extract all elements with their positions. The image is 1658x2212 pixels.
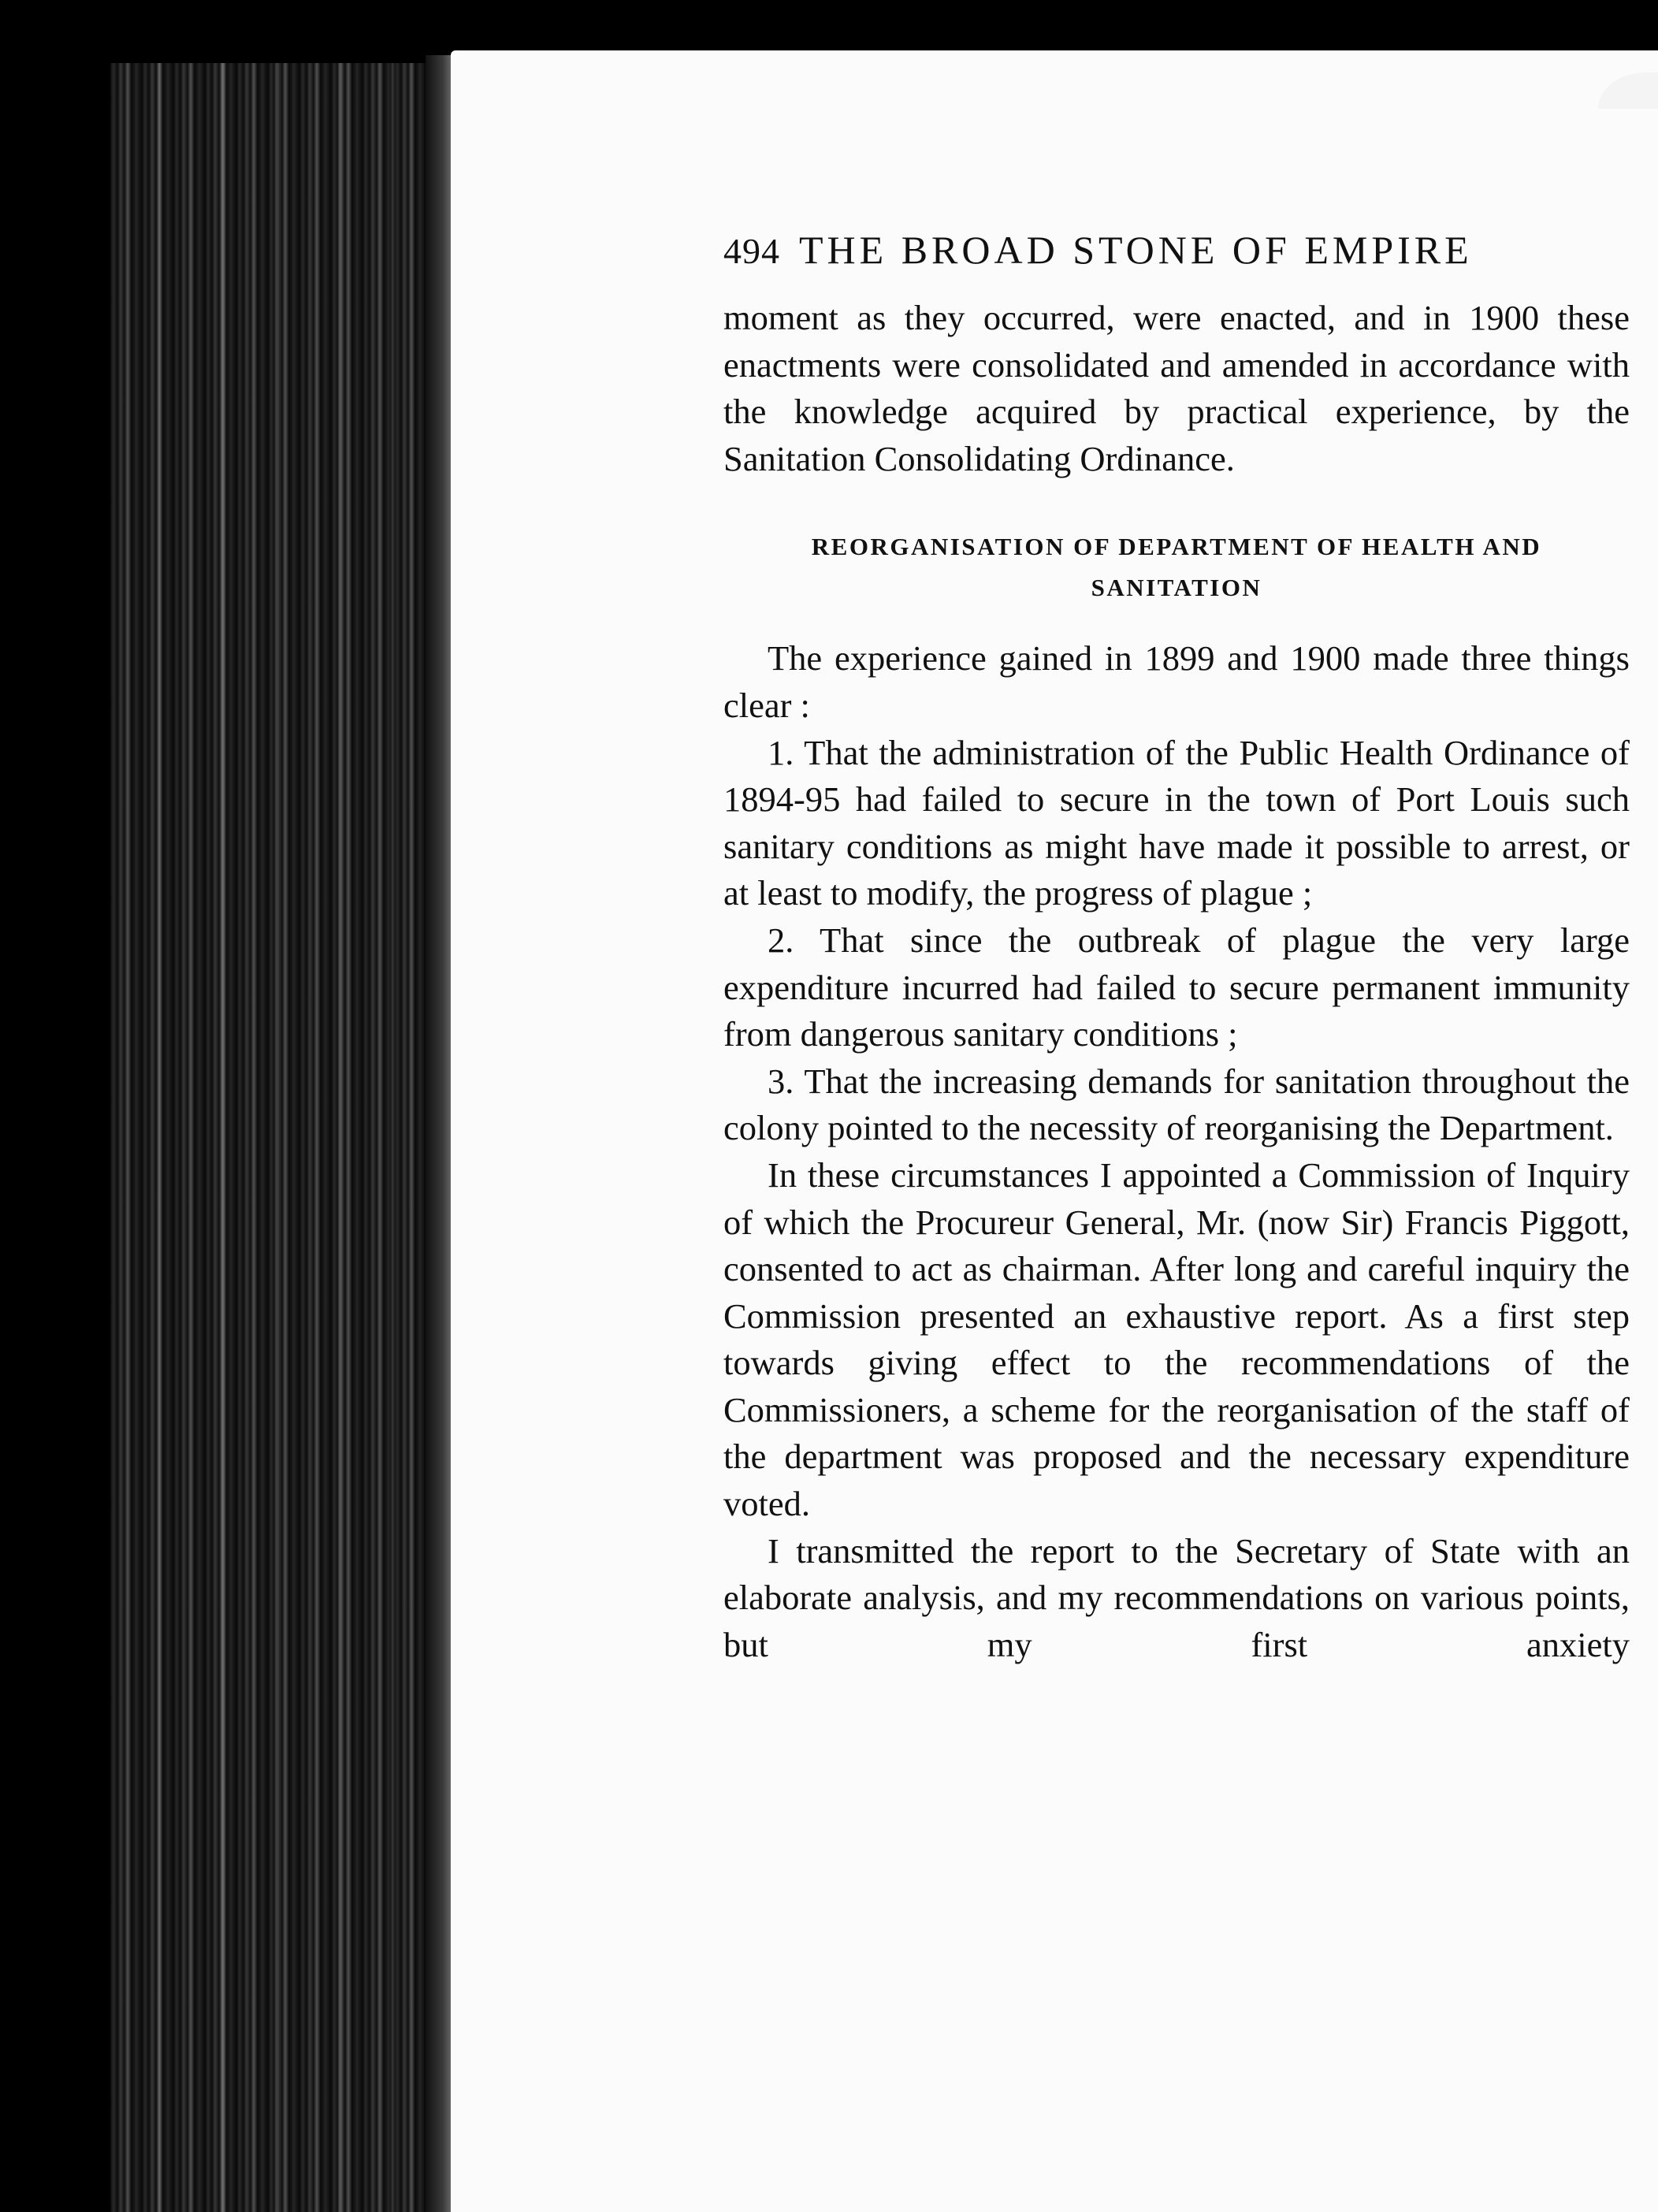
running-title: THE BROAD STONE OF EMPIRE bbox=[799, 228, 1473, 272]
section-heading-line-2: SANITATION bbox=[1091, 574, 1262, 602]
section-heading bbox=[723, 526, 1630, 608]
list-item-3 bbox=[723, 1058, 1630, 1152]
list-item-text: That since the outbreak of plague the very large expenditure incurred had failed to secure permanent immunity from dangerous sanitary conditions ; bbox=[723, 920, 1630, 1054]
paragraph-transmitted: I transmitted the report to the Secretary of State with an elaborate analysis, and my recommendations on various points, but my first anxiety bbox=[723, 1530, 1630, 1664]
page-number: 494 bbox=[723, 231, 780, 271]
list-item-number: 2. bbox=[768, 920, 794, 960]
list-item-2 bbox=[723, 917, 1630, 1058]
paragraph-intro: The experience gained in 1899 and 1900 made three things clear : bbox=[723, 638, 1630, 725]
book-page-edges bbox=[110, 63, 449, 2212]
paragraph-commission: In these circumstances I appointed a Commission of Inquiry of which the Procureur General, Mr. (now Sir) Francis Piggott, consented to act as chairman. After long and careful inquiry the Commission presented an exhaustive report. As a first step towards giving effect to the recommendations of the Commissioners, a scheme for the reorganisation of the staff of the department was proposed and the necessary expenditure voted. bbox=[723, 1154, 1630, 1524]
list-item-1 bbox=[723, 730, 1630, 917]
page-text-block bbox=[723, 227, 1630, 1668]
page-corner bbox=[1598, 72, 1658, 109]
list-item-text: That the increasing demands for sanitation throughout the colony pointed to the necessity of reorganising the Department. bbox=[723, 1061, 1630, 1148]
section-heading-line-1: REORGANISATION OF DEPARTMENT OF HEALTH AND bbox=[811, 533, 1542, 561]
running-head bbox=[723, 227, 1630, 288]
paragraph-continuation: moment as they occurred, were enacted, and in 1900 these enactments were consolidated and amended in accordance with the knowledge acquired by practical experience, by the Sanitation Consolidating Ordinance. bbox=[723, 298, 1630, 478]
list-item-text: That the administration of the Public Health Ordinance of 1894-95 had failed to secure in the town of Port Louis such sanitary conditions as might have made it possible to arrest, or at least to modify, the progress of plague ; bbox=[723, 732, 1630, 913]
list-item-number: 3. bbox=[768, 1061, 794, 1101]
list-item-number: 1. bbox=[768, 732, 794, 772]
